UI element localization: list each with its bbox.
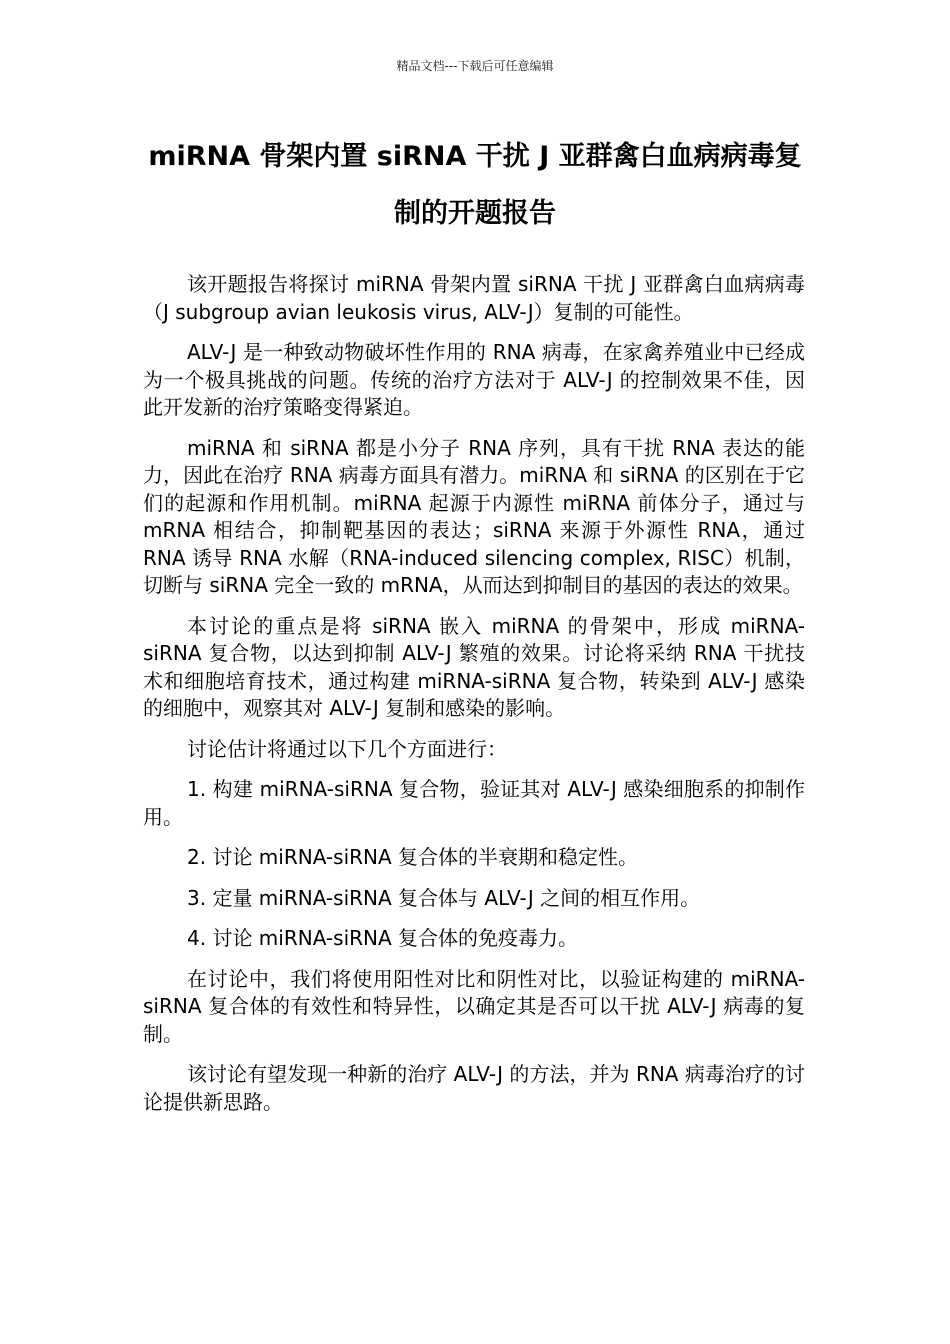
paragraph-alvj-background: ALV-J 是一种致动物破坏性作用的 RNA 病毒，在家禽养殖业中已经成为一个极具挑战的问题。传统的治疗方法对于 ALV-J 的控制效果不佳，因此开发新的治疗策略变得紧迫。 bbox=[143, 340, 805, 419]
paragraph-conclusion: 该讨论有望发现一种新的治疗 ALV-J 的方法，并为 RNA 病毒治疗的讨论提供新思路。 bbox=[143, 1062, 805, 1114]
document-body bbox=[143, 271, 805, 1129]
paragraph-intro: 该开题报告将探讨 miRNA 骨架内置 siRNA 干扰 J 亚群禽白血病病毒（J subgroup avian leukosis virus, ALV-J）复制的可能性。 bbox=[143, 272, 805, 324]
list-item-4: 4. 讨论 miRNA-siRNA 复合体的免疫毒力。 bbox=[187, 926, 579, 950]
list-item-1: 1. 构建 miRNA-siRNA 复合物，验证其对 ALV-J 感染细胞系的抑制作用。 bbox=[143, 777, 805, 829]
paragraph-aspects-intro: 讨论估计将通过以下几个方面进行： bbox=[187, 736, 507, 761]
list-item-3: 3. 定量 miRNA-siRNA 复合体与 ALV-J 之间的相互作用。 bbox=[187, 885, 701, 910]
header-note: 精品文档---下载后可任意编辑 bbox=[396, 59, 554, 73]
document-title: miRNA 骨架内置 siRNA 干扰 J 亚群禽白血病病毒复制的开题报告 bbox=[148, 141, 802, 229]
paragraph-focus: 本讨论的重点是将 siRNA 嵌入 miRNA 的骨架中，形成 miRNA-siRNA 复合物，以达到抑制 ALV-J 繁殖的效果。讨论将采纳 RNA 干扰技术和细胞培育技术，通过构建 miRNA-siRNA 复合物，转染到 ALV-J 感染的细胞中，观察其对 ALV-J 复制和感染的影响。 bbox=[143, 613, 805, 720]
paragraph-mirna-sirna: miRNA 和 siRNA 都是小分子 RNA 序列，具有干扰 RNA 表达的能力，因此在治疗 RNA 病毒方面具有潜力。miRNA 和 siRNA 的区别在于它们的起源和作用机制。miRNA 起源于内源性 miRNA 前体分子，通过与 mRNA 相结合，抑制靶基因的表达；siRNA 来源于外源性 RNA，通过 RNA 诱导 RNA 水解（RNA-induced silencing complex, RISC）机制，切断与 siRNA 完全一致的 mRNA，从而达到抑制目的基因的表达的效果。 bbox=[143, 435, 805, 597]
paragraph-controls: 在讨论中，我们将使用阳性对比和阴性对比，以验证构建的 miRNA-siRNA 复合体的有效性和特异性，以确定其是否可以干扰 ALV-J 病毒的复制。 bbox=[143, 966, 805, 1046]
list-item-2: 2. 讨论 miRNA-siRNA 复合体的半衰期和稳定性。 bbox=[187, 845, 639, 869]
